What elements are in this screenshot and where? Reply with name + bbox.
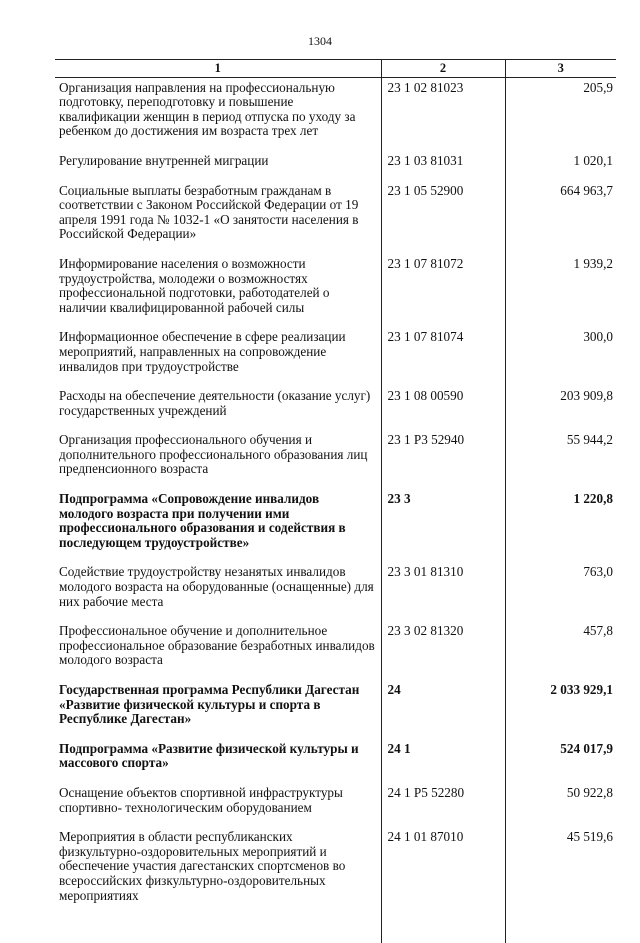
table-row xyxy=(55,489,616,562)
row-amount: 45 519,6 xyxy=(566,829,613,845)
column-header-1: 1 xyxy=(55,60,381,78)
table-row xyxy=(55,739,616,783)
table-row xyxy=(55,680,616,739)
row-amount: 300,0 xyxy=(583,329,613,345)
row-name: Информационное обеспечение в сфере реализации мероприятий, направленных на сопровождение инвалидов при трудоустройстве xyxy=(59,329,346,374)
row-code: 23 1 05 52900 xyxy=(381,181,505,254)
row-code: 23 1 03 81031 xyxy=(381,151,505,181)
table-header-row xyxy=(55,60,616,78)
row-amount: 55 944,2 xyxy=(566,432,613,448)
row-code: 23 3 01 81310 xyxy=(381,562,505,621)
row-amount: 763,0 xyxy=(583,564,613,580)
row-name: Профессиональное обучение и дополнительное профессиональное образование безработных инвалидов молодого возраста xyxy=(59,623,375,668)
row-name: Содействие трудоустройству незанятых инвалидов молодого возраста на оборудованные (оснащенные) для них рабочие места xyxy=(59,564,374,609)
row-name: Мероприятия в области республиканских физкультурно-оздоровительных мероприятий и обеспечение участия дагестанских спортсменов во всероссийских физкультурно-оздоровительных мероприятиях xyxy=(59,829,346,903)
table-row xyxy=(55,430,616,489)
row-amount: 50 922,8 xyxy=(566,784,613,800)
row-name: Организация направления на профессиональную подготовку, переподготовку и повышение квалификации женщин в период отпуска по уходу за ребенком до достижения им возраста трех лет xyxy=(59,79,356,139)
row-name: Социальные выплаты безработным гражданам в соответствии с Законом Российской Федерации от 19 апреля 1991 года № 1032-1 «О занятости населения в Российской Федерации» xyxy=(59,182,359,242)
table-row xyxy=(55,827,616,943)
row-name: Регулирование внутренней миграции xyxy=(59,152,269,168)
row-amount: 205,9 xyxy=(583,79,613,95)
row-code: 24 1 Р5 52280 xyxy=(381,783,505,827)
row-name: Подпрограмма «Сопровождение инвалидов молодого возраста при получении ими профессионального образования и содействия в последующем трудоустройстве» xyxy=(59,491,346,550)
column-header-2: 2 xyxy=(381,60,505,78)
row-code: 23 1 08 00590 xyxy=(381,386,505,430)
table-row xyxy=(55,181,616,254)
row-code: 23 1 Р3 52940 xyxy=(381,430,505,489)
row-code: 23 1 02 81023 xyxy=(381,77,505,151)
row-code: 24 1 01 87010 xyxy=(381,827,505,943)
row-code: 23 3 02 81320 xyxy=(381,621,505,680)
row-amount: 664 963,7 xyxy=(560,182,613,198)
row-amount: 1 020,1 xyxy=(573,152,613,168)
row-code: 23 1 07 81074 xyxy=(381,327,505,386)
table-row xyxy=(55,783,616,827)
row-code: 23 1 07 81072 xyxy=(381,254,505,327)
table-row xyxy=(55,386,616,430)
table-row xyxy=(55,254,616,327)
budget-table xyxy=(55,59,616,943)
row-code: 24 1 xyxy=(381,739,505,783)
table-row xyxy=(55,621,616,680)
table-row xyxy=(55,151,616,181)
row-code: 24 xyxy=(381,680,505,739)
row-amount: 1 220,8 xyxy=(573,491,613,507)
row-name: Государственная программа Республики Дагестан «Развитие физической культуры и спорта в Республике Дагестан» xyxy=(59,682,360,727)
table-row xyxy=(55,327,616,386)
row-name: Подпрограмма «Развитие физической культуры и массового спорта» xyxy=(59,740,359,771)
row-amount: 2 033 929,1 xyxy=(550,682,613,697)
column-header-3: 3 xyxy=(505,60,616,78)
table-row xyxy=(55,562,616,621)
table-body xyxy=(55,77,616,943)
row-name: Расходы на обеспечение деятельности (оказание услуг) государственных учреждений xyxy=(59,388,371,418)
row-amount: 524 017,9 xyxy=(560,740,613,756)
page-number: 1304 xyxy=(308,34,332,48)
row-amount: 1 939,2 xyxy=(573,255,613,271)
row-name: Организация профессионального обучения и дополнительного профессионального образования лиц предпенсионного возраста xyxy=(59,432,368,477)
row-amount: 457,8 xyxy=(583,623,613,639)
row-name: Информирование населения о возможности трудоустройства, молодежи о возможностях профессиональной подготовки, работодателей о наличии квалифицированной рабочей силы xyxy=(59,255,330,315)
row-code: 23 3 xyxy=(381,489,505,562)
row-name: Оснащение объектов спортивной инфраструктуры спортивно- технологическим оборудованием xyxy=(59,784,343,815)
table-row xyxy=(55,77,616,151)
row-amount: 203 909,8 xyxy=(560,388,613,404)
